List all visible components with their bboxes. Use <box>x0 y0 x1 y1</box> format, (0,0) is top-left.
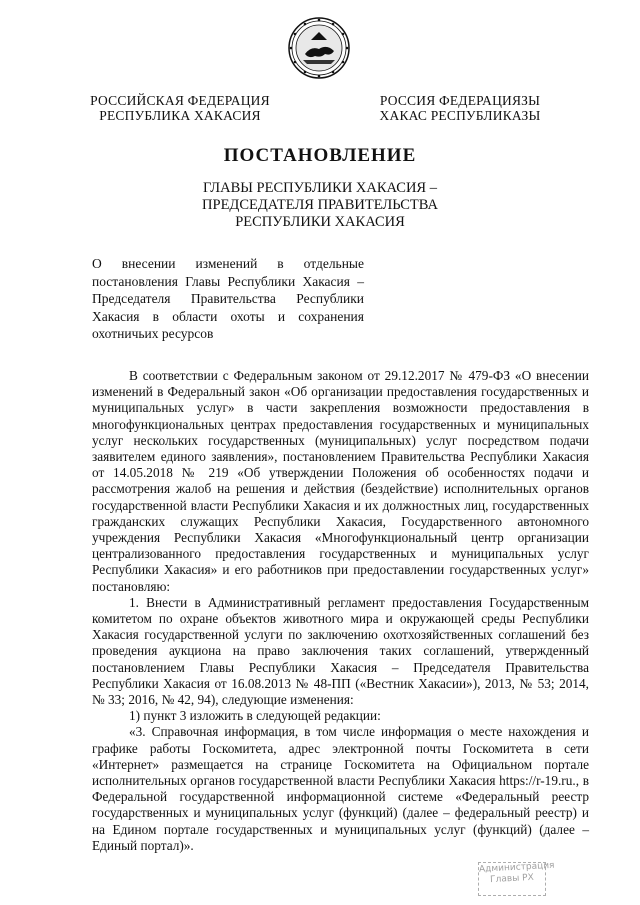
header-left-line1: РОССИЙСКАЯ ФЕДЕРАЦИЯ <box>90 93 270 108</box>
issuer-line3: РЕСПУБЛИКИ ХАКАСИЯ <box>235 214 405 230</box>
document-type-title: ПОСТАНОВЛЕНИЕ <box>223 145 417 166</box>
header-left-line2: РЕСПУБЛИКА ХАКАСИЯ <box>99 108 261 123</box>
stamp-line1: Администрация <box>478 860 555 875</box>
issuer-block <box>0 180 640 231</box>
body-paragraph-item-1: 1. Внести в Административный регламент предоставления Государственным комитетом по охране объектов животного мира и окружающей среды Республики Хакасия государственной услуги по заключению охотхозяйственных соглашений без проведения аукциона на право заключения таких соглашений, утвержденный постановлением Главы Республики Хакасия – Председателя Правительства Республики Хакасия от 16.08.2013 № 48-ПП («Вестник Хакасии»), 2013, № 53; 2014, № 33; 2016, № 42, 94), следующие изменения: <box>92 594 589 708</box>
header-left <box>80 93 280 123</box>
coat-of-arms-emblem <box>287 16 351 80</box>
header-right-line1: РОССИЯ ФЕДЕРАЦИЯЗЫ <box>379 93 541 108</box>
stamp-line2: Главы РХ <box>489 872 535 886</box>
registration-stamp <box>478 860 555 896</box>
body-paragraph-subitem-1: 1) пункт 3 изложить в следующей редакции: <box>129 708 381 724</box>
subject-line: О внесении изменений в отдельные <box>92 256 364 271</box>
subject-line: Председателя Правительства Республики <box>92 291 364 306</box>
body-paragraph-quote: «3. Справочная информация, в том числе информация о месте нахождения и графике работы Госкомитета, адрес электронной почты Госкомитета в сети «Интернет» размещается на странице Госкомитета на Официальном портале исполнительных органов государственной власти Республики Хакасия https://r-19.ru., в Федеральной государственной информационной системе «Федеральный реестр государственных и муниципальных услуг (функций) (далее – федеральный реестр) и на Едином портале государственных и муниципальных услуг (функций) (далее – Единый портал)». <box>92 724 589 853</box>
issuer-line1: ГЛАВЫ РЕСПУБЛИКИ ХАКАСИЯ – <box>203 180 437 196</box>
document-subject <box>92 255 364 343</box>
issuer-line2: ПРЕДСЕДАТЕЛЯ ПРАВИТЕЛЬСТВА <box>202 197 438 213</box>
subject-line: охотничьих ресурсов <box>92 326 214 341</box>
header-right-line2: ХАКАС РЕСПУБЛИКАЗЫ <box>379 108 541 123</box>
body-paragraph-preamble: В соответствии с Федеральным законом от 29.12.2017 № 479-ФЗ «О внесении изменений в Федеральный закон «Об организации предоставления государственных и муниципальных услуг» в части закрепления возможности предоставления в многофункциональных центрах предоставления государственных и муниципальных услуг нескольких государственных (муниципальных) услуг посредством подачи заявителем единого заявления», постановлением Правительства Республики Хакасия от 14.05.2018 № 219 «Об утверждении Положения об особенностях подачи и рассмотрения жалоб на решения и действия (бездействие) исполнительных органов государственной власти Республики Хакасия и их должностных лиц, государственных гражданских служащих Республики Хакасия, Государственного автономного учреждения Республики Хакасия «Многофункциональный центр организации централизованного предоставления государственных и муниципальных услуг Республики Хакасия» и его работников при предоставлении государственных услуг» постановляю: <box>92 368 589 594</box>
subject-line: Хакасия в области охоты и сохранения <box>92 308 364 324</box>
document-body <box>92 368 589 854</box>
subject-line: постановления Главы Республики Хакасия – <box>92 273 364 289</box>
header-right <box>365 93 555 123</box>
